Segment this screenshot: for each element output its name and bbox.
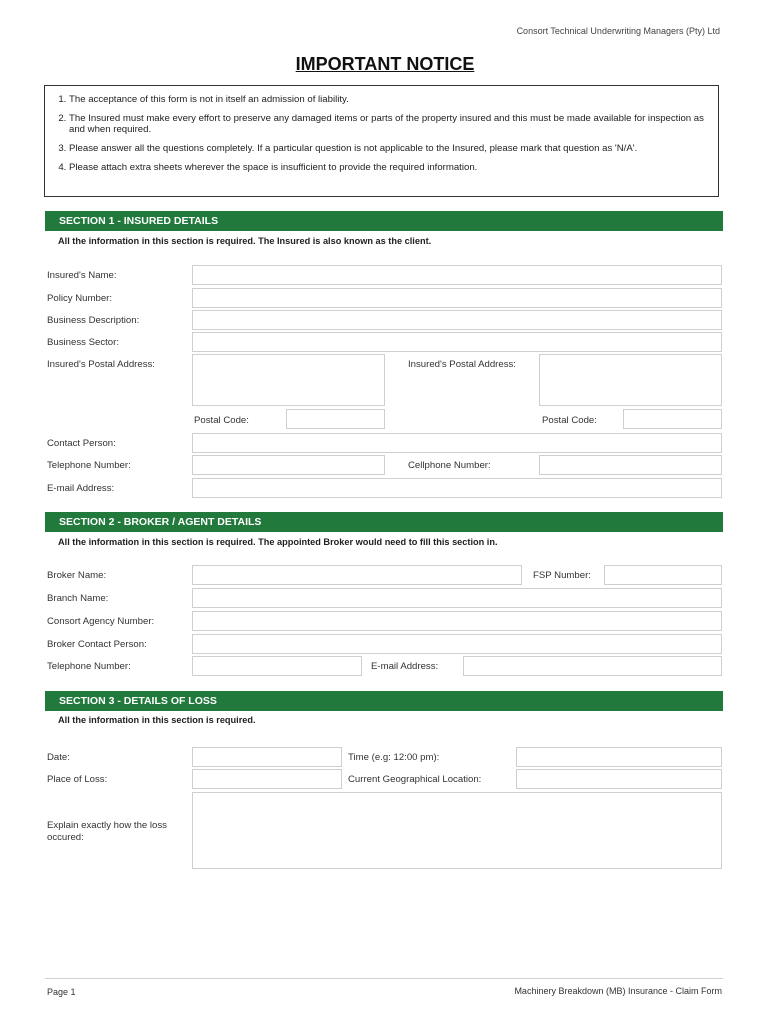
- geo-location-label: Current Geographical Location:: [348, 774, 482, 785]
- section2-note: All the information in this section is required. The appointed Broker would need to fill this section in.: [58, 537, 498, 547]
- notice-box: [44, 85, 719, 197]
- policy-number-field[interactable]: [192, 288, 722, 308]
- footer-divider: [45, 978, 723, 979]
- section3-note: All the information in this section is required.: [58, 715, 256, 725]
- contact-person-field[interactable]: [192, 433, 722, 453]
- postal-code-field-2[interactable]: [623, 409, 722, 429]
- explain-loss-field[interactable]: [192, 792, 722, 869]
- cellphone-field[interactable]: [539, 455, 722, 475]
- cellphone-label: Cellphone Number:: [408, 460, 491, 471]
- time-label: Time (e.g: 12:00 pm):: [348, 752, 440, 763]
- explain-loss-label: Explain exactly how the loss occured:: [47, 820, 167, 843]
- place-of-loss-field[interactable]: [192, 769, 342, 789]
- contact-person-label: Contact Person:: [47, 438, 116, 449]
- branch-name-label: Branch Name:: [47, 593, 109, 604]
- notice-item: 2. The Insured must make every effort to preserve any damaged items or parts of the property insured and this must be made available for inspection as and when required.: [69, 113, 706, 135]
- postal-address-label-2: Insured's Postal Address:: [408, 359, 516, 370]
- notice-item: 3. Please answer all the questions completely. If a particular question is not applicable to the Insured, please mark that question as 'N/A'.: [69, 143, 706, 154]
- postal-code-label: Postal Code:: [194, 415, 249, 426]
- postal-address-field-2[interactable]: [539, 354, 722, 406]
- broker-email-field[interactable]: [463, 656, 722, 676]
- fsp-number-label: FSP Number:: [533, 570, 591, 581]
- business-description-field[interactable]: [192, 310, 722, 330]
- geo-location-field[interactable]: [516, 769, 722, 789]
- branch-name-field[interactable]: [192, 588, 722, 608]
- time-field[interactable]: [516, 747, 722, 767]
- form-name: Machinery Breakdown (MB) Insurance - Claim Form: [514, 986, 722, 996]
- postal-address-field[interactable]: [192, 354, 385, 406]
- policy-number-label: Policy Number:: [47, 293, 113, 304]
- broker-name-field[interactable]: [192, 565, 522, 585]
- postal-code-field[interactable]: [286, 409, 385, 429]
- place-of-loss-label: Place of Loss:: [47, 774, 108, 785]
- agency-number-label: Consort Agency Number:: [47, 616, 155, 627]
- insured-name-label: Insured's Name:: [47, 270, 117, 281]
- section2-header: SECTION 2 - BROKER / AGENT DETAILS: [45, 512, 723, 532]
- page-number: Page 1: [47, 987, 76, 997]
- business-description-label: Business Description:: [47, 315, 140, 326]
- broker-telephone-label: Telephone Number:: [47, 661, 131, 672]
- notice-title: IMPORTANT NOTICE: [295, 54, 475, 74]
- date-label: Date:: [47, 752, 70, 763]
- agency-number-field[interactable]: [192, 611, 722, 631]
- notice-item: 1. The acceptance of this form is not in itself an admission of liability.: [69, 94, 706, 105]
- postal-address-label: Insured's Postal Address:: [47, 359, 155, 370]
- business-sector-field[interactable]: [192, 332, 722, 352]
- notice-item: 4. Please attach extra sheets wherever the space is insufficient to provide the required information.: [69, 162, 706, 173]
- business-sector-label: Business Sector:: [47, 337, 119, 348]
- telephone-label: Telephone Number:: [47, 460, 131, 471]
- section1-note: All the information in this section is required. The Insured is also known as the client.: [58, 236, 432, 246]
- email-field[interactable]: [192, 478, 722, 498]
- telephone-field[interactable]: [192, 455, 385, 475]
- email-label: E-mail Address:: [47, 483, 115, 494]
- broker-email-label: E-mail Address:: [371, 661, 439, 672]
- section3-header: SECTION 3 - DETAILS OF LOSS: [45, 691, 723, 711]
- fsp-number-field[interactable]: [604, 565, 722, 585]
- broker-contact-label: Broker Contact Person:: [47, 639, 147, 650]
- broker-name-label: Broker Name:: [47, 570, 107, 581]
- postal-code-label-2: Postal Code:: [542, 415, 597, 426]
- broker-telephone-field[interactable]: [192, 656, 362, 676]
- broker-contact-field[interactable]: [192, 634, 722, 654]
- company-name: Consort Technical Underwriting Managers (Pty) Ltd: [516, 26, 720, 36]
- section1-header: SECTION 1 - INSURED DETAILS: [45, 211, 723, 231]
- insured-name-field[interactable]: [192, 265, 722, 285]
- date-field[interactable]: [192, 747, 342, 767]
